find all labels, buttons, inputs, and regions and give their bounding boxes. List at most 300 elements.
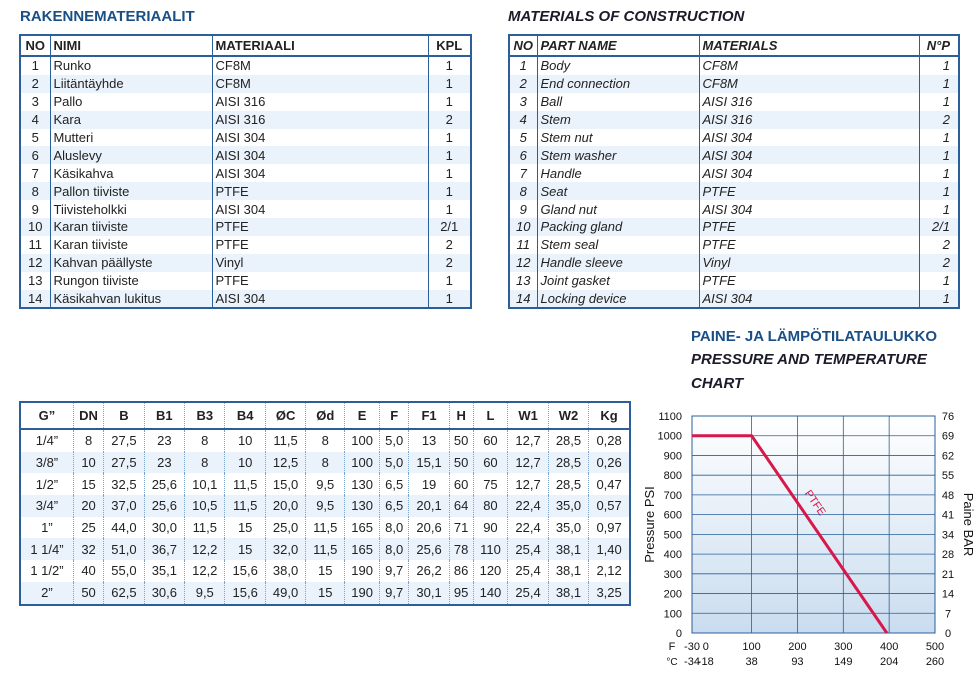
table-cell: 12,2: [185, 560, 225, 582]
table-cell: 28,5: [548, 429, 588, 452]
table-cell: 22,4: [508, 517, 548, 539]
table-cell: 1: [428, 146, 471, 164]
table-cell: 2: [509, 75, 537, 93]
y-tick-label: 100: [663, 608, 682, 621]
table-cell: 80: [473, 495, 508, 517]
table-cell: AISI 304: [212, 164, 428, 182]
y-axis-label: Pressure PSI: [642, 486, 657, 563]
table-cell: 8: [306, 429, 345, 452]
dimensions-col-header: E: [345, 402, 380, 429]
table-cell: 5: [509, 129, 537, 147]
table-cell: 15,0: [265, 473, 305, 495]
table-row: [20, 129, 471, 147]
dimensions-header: [20, 402, 630, 429]
table-cell: 10: [20, 218, 50, 236]
table-cell: 13: [409, 429, 449, 452]
table-cell: 9,5: [185, 582, 225, 605]
table-cell: 32: [73, 538, 103, 560]
table-cell: Mutteri: [50, 129, 212, 147]
table-cell: 36,7: [144, 538, 184, 560]
table-cell: 22,4: [508, 495, 548, 517]
table-row: [509, 218, 959, 236]
table-cell: CF8M: [699, 75, 919, 93]
table-cell: 38,1: [548, 560, 588, 582]
table-cell: Joint gasket: [537, 272, 699, 290]
table-cell: AISI 316: [212, 111, 428, 129]
fi-col-header: NO: [20, 35, 50, 56]
table-row: [20, 164, 471, 182]
table-cell: 2: [428, 254, 471, 272]
table-cell: 2: [445, 237, 453, 253]
table-row: [509, 93, 959, 111]
table-cell: 0,97: [589, 517, 630, 539]
dimensions-col-header: W2: [548, 402, 588, 429]
y2-tick-label: 76: [941, 411, 955, 423]
table-cell: 1 1/4”: [20, 538, 73, 560]
y-tick-label: 0: [675, 628, 682, 640]
y-tick-label: 800: [663, 470, 682, 483]
table-cell: 9,7: [380, 560, 409, 582]
table-cell: 3: [509, 93, 537, 111]
table-cell: 20,6: [409, 517, 449, 539]
table-cell: 35,0: [548, 517, 588, 539]
en-materials-table: [508, 34, 960, 309]
table-cell: 10: [73, 452, 103, 474]
table-cell: 9,5: [306, 495, 345, 517]
chart-heading-en-2: CHART: [691, 375, 744, 392]
x-tick-label-C: -18: [697, 656, 714, 668]
table-cell: 100: [345, 452, 380, 474]
y2-tick-label: 28: [941, 549, 955, 562]
table-cell: 15: [73, 473, 103, 495]
table-cell: 32,5: [104, 473, 144, 495]
table-cell: AISI 304: [699, 290, 919, 309]
table-cell: Aluslevy: [50, 146, 212, 164]
y2-axis-label: Paine BAR: [961, 492, 976, 557]
table-row: [509, 290, 959, 309]
table-cell: 1: [428, 290, 471, 309]
table-cell: PTFE: [699, 236, 919, 254]
table-cell: AISI 316: [699, 93, 919, 111]
table-cell: Käsikahvan lukitus: [50, 290, 212, 309]
table-row: [509, 75, 959, 93]
table-cell: Stem: [537, 111, 699, 129]
x-tick-label-C: 149: [834, 656, 853, 668]
y-tick-label: 700: [663, 489, 682, 502]
table-row: [509, 272, 959, 290]
table-cell: 11: [509, 236, 537, 254]
dimensions-table: [19, 401, 631, 606]
x-tick-label-C: 38: [745, 656, 758, 668]
table-cell: 26,2: [409, 560, 449, 582]
table-row: [20, 473, 630, 495]
x-tick-label-F: 500: [925, 641, 945, 653]
table-row: [509, 164, 959, 182]
table-cell: 8,0: [380, 538, 409, 560]
table-cell: 20,0: [265, 495, 305, 517]
fi-col-header: KPL: [428, 35, 471, 56]
dimensions-col-header: Kg: [589, 402, 630, 429]
table-row: [20, 182, 471, 200]
table-cell: Pallon tiiviste: [50, 182, 212, 200]
table-cell: 130: [345, 495, 380, 517]
table-cell: 28,5: [548, 473, 588, 495]
table-cell: 25,6: [409, 538, 449, 560]
table-cell: PTFE: [699, 182, 919, 200]
table-cell: 12: [20, 254, 50, 272]
y-tick-label: 1000: [657, 430, 682, 443]
table-cell: 6: [509, 146, 537, 164]
table-cell: 95: [449, 582, 473, 605]
table-cell: 7: [20, 164, 50, 182]
table-cell: 9,5: [306, 473, 345, 495]
table-cell: End connection: [537, 75, 699, 93]
x-tick-label-C: 204: [879, 656, 899, 668]
table-cell: 6,5: [380, 473, 409, 495]
x-tick-label-F: -30: [684, 641, 700, 653]
table-cell: 4: [20, 111, 50, 129]
table-row: [509, 111, 959, 129]
table-cell: 12,7: [508, 452, 548, 474]
dimensions-col-header: DN: [73, 402, 103, 429]
table-cell: PTFE: [212, 182, 428, 200]
table-cell: 100: [345, 429, 380, 452]
y2-tick-label: 0: [944, 628, 952, 640]
table-row: [20, 272, 471, 290]
table-cell: 35,1: [144, 560, 184, 582]
table-row: [509, 146, 959, 164]
table-cell: PTFE: [699, 218, 919, 236]
table-cell: 28,5: [548, 452, 588, 474]
table-cell: 1: [942, 130, 950, 145]
table-cell: 12,2: [185, 538, 225, 560]
table-row: [20, 538, 630, 560]
table-cell: 6: [20, 146, 50, 164]
table-cell: AISI 304: [212, 129, 428, 147]
table-cell: 49,0: [265, 582, 305, 605]
table-row: [20, 111, 471, 129]
table-cell: CF8M: [212, 75, 428, 93]
y2-tick-label: 69: [941, 430, 955, 443]
table-cell: 15: [225, 538, 265, 560]
table-cell: 13: [509, 272, 537, 290]
table-cell: 5,0: [380, 452, 409, 474]
table-cell: 11: [20, 236, 50, 254]
table-cell: 1,40: [589, 538, 630, 560]
table-cell: 71: [449, 517, 473, 539]
x-unit-C: °C: [666, 657, 678, 668]
table-cell: 25,4: [508, 538, 548, 560]
table-cell: Packing gland: [537, 218, 699, 236]
table-cell: 1: [428, 75, 471, 93]
table-cell: PTFE: [699, 272, 919, 290]
table-cell: 20,1: [409, 495, 449, 517]
table-cell: 25,4: [508, 582, 548, 605]
table-cell: 19: [409, 473, 449, 495]
table-row: [509, 254, 959, 272]
table-row: [509, 236, 959, 254]
y2-tick-label: 48: [941, 489, 955, 502]
table-cell: 110: [473, 538, 508, 560]
table-cell: 0,47: [589, 473, 630, 495]
table-row: [20, 218, 471, 236]
table-cell: 8: [185, 452, 225, 474]
table-cell: 1: [20, 56, 50, 75]
table-cell: 0,26: [589, 452, 630, 474]
table-cell: 2,12: [589, 560, 630, 582]
x-tick-label-C: -34: [684, 656, 700, 668]
table-cell: 5,0: [380, 429, 409, 452]
y2-tick-label: 21: [941, 568, 955, 581]
table-cell: 1/4”: [20, 429, 73, 452]
dimensions-col-header: B1: [144, 402, 184, 429]
table-cell: 50: [73, 582, 103, 605]
x-tick-label-C: 93: [791, 656, 804, 668]
y-tick-label: 1100: [658, 411, 682, 423]
table-cell: 1: [919, 75, 959, 93]
x-tick-label-F: 0: [702, 641, 709, 653]
en-col-header: MATERIALS: [699, 35, 919, 56]
table-cell: 1: [445, 165, 453, 181]
table-cell: Karan tiiviste: [50, 236, 212, 254]
table-cell: 38,0: [265, 560, 305, 582]
dimensions-col-header: L: [473, 402, 508, 429]
table-row: [20, 146, 471, 164]
table-cell: 25,0: [265, 517, 305, 539]
chart-heading-fi: PAINE- JA LÄMPÖTILATAULUKKO: [691, 328, 938, 345]
table-cell: 40: [73, 560, 103, 582]
table-row: [509, 129, 959, 147]
table-cell: 15,6: [225, 582, 265, 605]
table-cell: 25: [73, 517, 103, 539]
table-cell: 1: [428, 182, 471, 200]
table-row: [20, 236, 471, 254]
table-cell: 7: [509, 164, 537, 182]
table-cell: 1: [919, 182, 959, 200]
table-cell: 13: [20, 272, 50, 290]
table-cell: 50: [449, 452, 473, 474]
table-cell: Body: [537, 56, 699, 75]
table-cell: Liitäntäyhde: [50, 75, 212, 93]
table-cell: 20: [73, 495, 103, 517]
table-cell: 10,1: [185, 473, 225, 495]
table-cell: 90: [473, 517, 508, 539]
table-cell: 78: [449, 538, 473, 560]
table-cell: 35,0: [548, 495, 588, 517]
table-cell: 15: [306, 582, 345, 605]
y-tick-label: 600: [663, 509, 682, 522]
fi-materials-table: [19, 34, 472, 309]
table-cell: 1”: [20, 517, 73, 539]
table-cell: 10: [225, 429, 265, 452]
table-row: [509, 56, 959, 75]
table-cell: Käsikahva: [50, 164, 212, 182]
table-cell: 1: [509, 56, 537, 75]
fi-table-header: [20, 35, 471, 56]
table-cell: 30,1: [409, 582, 449, 605]
table-cell: Pallo: [50, 93, 212, 111]
table-cell: 1: [445, 94, 453, 110]
table-row: [20, 517, 630, 539]
table-cell: 12,5: [265, 452, 305, 474]
table-cell: 1/2”: [20, 473, 73, 495]
table-cell: 1: [942, 58, 950, 74]
pressure-temperature-chart: [640, 386, 980, 685]
table-cell: 27,5: [104, 429, 144, 452]
table-row: [20, 56, 471, 75]
table-cell: 15: [306, 560, 345, 582]
table-cell: 190: [345, 582, 380, 605]
table-cell: 30,0: [144, 517, 184, 539]
table-cell: 38,1: [548, 538, 588, 560]
table-cell: 9: [20, 200, 50, 218]
table-cell: 14: [509, 290, 537, 309]
table-cell: Kahvan päällyste: [50, 254, 212, 272]
table-cell: 75: [473, 473, 508, 495]
table-cell: 12,7: [508, 429, 548, 452]
table-cell: 3,25: [589, 582, 630, 605]
table-cell: 14: [20, 290, 50, 309]
table-row: [20, 429, 630, 452]
dimensions-col-header: Ød: [306, 402, 345, 429]
table-cell: AISI 304: [212, 290, 428, 309]
table-cell: Vinyl: [212, 254, 428, 272]
table-cell: 8,0: [380, 517, 409, 539]
dimensions-col-header: G”: [20, 402, 73, 429]
table-cell: 4: [509, 111, 537, 129]
table-row: [20, 560, 630, 582]
table-cell: 60: [473, 452, 508, 474]
table-cell: 15,6: [225, 560, 265, 582]
table-cell: 44,0: [104, 517, 144, 539]
table-cell: 165: [345, 517, 380, 539]
en-col-header: N°P: [919, 35, 959, 56]
table-cell: 11,5: [225, 473, 265, 495]
table-cell: 120: [473, 560, 508, 582]
table-cell: Tiivisteholkki: [50, 200, 212, 218]
table-cell: Karan tiiviste: [50, 218, 212, 236]
x-tick-label-F: 100: [742, 641, 761, 653]
table-cell: 1: [942, 201, 950, 217]
table-cell: 15: [225, 517, 265, 539]
table-cell: Stem nut: [537, 129, 699, 147]
y2-tick-label: 62: [941, 450, 955, 463]
table-cell: 60: [473, 429, 508, 452]
table-cell: AISI 304: [699, 200, 919, 218]
table-cell: Vinyl: [699, 254, 919, 272]
table-cell: 51,0: [104, 538, 144, 560]
table-cell: 10,5: [185, 495, 225, 517]
x-tick-label-C: 260: [925, 656, 945, 668]
table-cell: 2: [20, 75, 50, 93]
table-cell: AISI 316: [212, 93, 428, 111]
dimensions-col-header: H: [449, 402, 473, 429]
table-cell: 130: [345, 473, 380, 495]
table-row: [20, 200, 471, 218]
y-tick-label: 200: [663, 588, 682, 601]
table-cell: 38,1: [548, 582, 588, 605]
table-cell: AISI 304: [212, 146, 428, 164]
table-cell: 1: [919, 290, 959, 309]
series-label-ptfe: PTFE: [801, 488, 828, 519]
dimensions-col-header: F1: [409, 402, 449, 429]
table-cell: 2: [942, 237, 950, 253]
table-cell: 2”: [20, 582, 73, 605]
chart-heading-en-1: PRESSURE AND TEMPERATURE: [691, 351, 927, 368]
table-cell: Stem washer: [537, 146, 699, 164]
table-cell: 12,7: [508, 473, 548, 495]
table-cell: 11,5: [265, 429, 305, 452]
y2-tick-label: 34: [941, 529, 955, 542]
table-cell: 62,5: [104, 582, 144, 605]
table-cell: 6,5: [380, 495, 409, 517]
table-cell: Handle sleeve: [537, 254, 699, 272]
table-cell: 8: [509, 182, 537, 200]
en-materials-heading: MATERIALS OF CONSTRUCTION: [508, 8, 745, 25]
table-cell: 1: [445, 58, 453, 74]
x-unit-F: F: [668, 641, 676, 653]
table-cell: 1: [942, 165, 950, 181]
table-cell: CF8M: [699, 56, 919, 75]
table-cell: Handle: [537, 164, 699, 182]
table-cell: 11,5: [225, 495, 265, 517]
table-cell: 165: [345, 538, 380, 560]
table-cell: 64: [449, 495, 473, 517]
table-cell: 2/1: [919, 218, 959, 236]
table-cell: AISI 304: [699, 164, 919, 182]
table-cell: PTFE: [212, 272, 428, 290]
table-cell: 9,7: [380, 582, 409, 605]
y2-tick-label: 7: [944, 608, 952, 621]
table-cell: Locking device: [537, 290, 699, 309]
fi-col-header: MATERIAALI: [212, 35, 428, 56]
table-cell: 3/8”: [20, 452, 73, 474]
x-tick-label-F: 400: [879, 641, 899, 653]
table-cell: 8: [306, 452, 345, 474]
table-cell: 190: [345, 560, 380, 582]
table-cell: 8: [73, 429, 103, 452]
y2-tick-label: 55: [941, 470, 955, 483]
table-cell: 25,4: [508, 560, 548, 582]
y2-tick-label: 41: [941, 509, 955, 522]
table-cell: 23: [144, 429, 184, 452]
table-row: [20, 452, 630, 474]
y-tick-label: 300: [663, 568, 682, 581]
table-cell: 9: [509, 200, 537, 218]
table-cell: 1: [919, 146, 959, 164]
table-cell: 0,57: [589, 495, 630, 517]
table-cell: AISI 316: [699, 111, 919, 129]
table-cell: Kara: [50, 111, 212, 129]
x-tick-label-F: 300: [834, 641, 853, 653]
table-row: [20, 93, 471, 111]
table-cell: 25,6: [144, 495, 184, 517]
table-cell: 140: [473, 582, 508, 605]
table-cell: PTFE: [212, 236, 428, 254]
dimensions-col-header: W1: [508, 402, 548, 429]
table-row: [20, 495, 630, 517]
table-cell: 1: [445, 130, 453, 145]
table-cell: 8: [20, 182, 50, 200]
table-cell: Gland nut: [537, 200, 699, 218]
table-cell: AISI 304: [699, 146, 919, 164]
fi-materials-heading: RAKENNEMATERIAALIT: [20, 8, 195, 25]
table-cell: 8: [185, 429, 225, 452]
table-cell: Ball: [537, 93, 699, 111]
table-cell: Runko: [50, 56, 212, 75]
table-cell: 1 1/2”: [20, 560, 73, 582]
table-cell: 0,28: [589, 429, 630, 452]
